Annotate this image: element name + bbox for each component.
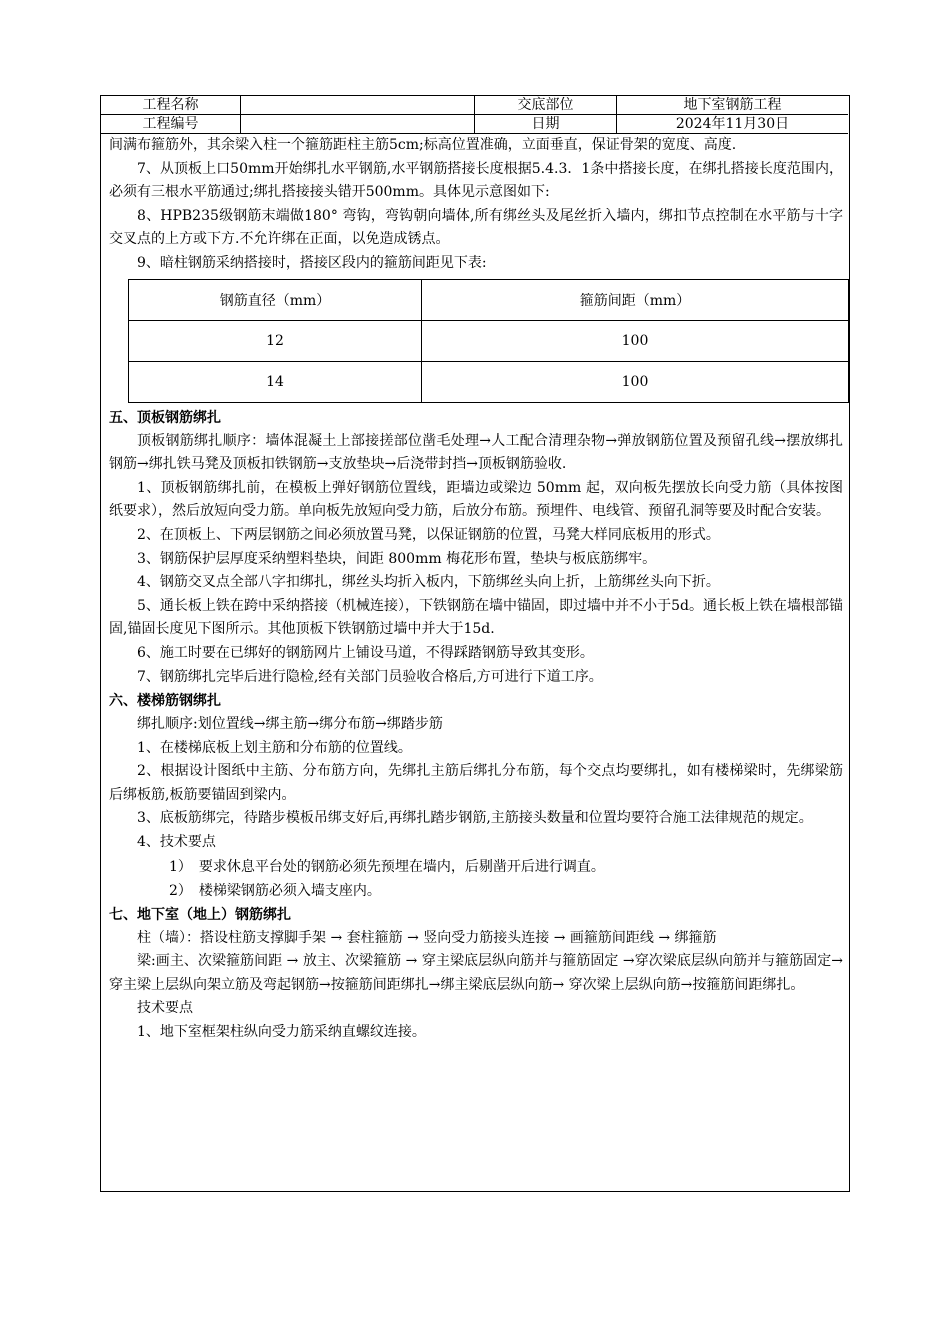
section-heading: 五、顶板钢筋绑扎	[109, 409, 221, 426]
table-header-cell: 钢筋直径（mm）	[129, 279, 422, 320]
table-cell: 100	[422, 320, 849, 361]
table-header-row	[129, 279, 849, 320]
section-heading: 七、地下室（地上）钢筋绑扎	[109, 906, 291, 923]
paragraph: 3、底板筋绑完，待踏步模板吊绑支好后,再绑扎踏步钢筋,主筋接头数量和位置均要符合施工法律规范的规定。	[137, 810, 813, 827]
paragraph: 5、通长板上铁在跨中采纳搭接（机械连接），下铁钢筋在墙中锚固，即过墙中并不小于5d。通长板上铁在墙根部锚固,锚固长度见下图所示。其他顶板下铁钢筋过墙中并大于15d.	[109, 597, 843, 638]
paragraph: 7、从顶板上口50mm开始绑扎水平钢筋,水平钢筋搭接长度根据5.4.3．1条中搭接长度，在绑扎搭接长度范围内，必须有三根水平筋通过;绑扎搭接接头错开500mm。具体见示意图如下:	[109, 160, 843, 201]
value-project-name	[241, 96, 475, 114]
label-date: 日期	[475, 115, 617, 133]
paragraph: 绑扎顺序:划位置线→绑主筋→绑分布筋→绑踏步筋	[137, 716, 443, 733]
header-row-1	[101, 96, 848, 115]
value-disclosure-part: 地下室钢筋工程	[683, 97, 782, 113]
paragraph: 1、在楼梯底板上划主筋和分布筋的位置线。	[137, 739, 412, 756]
table-header-cell: 箍筋间距（mm）	[422, 279, 849, 320]
paragraph: 顶板钢筋绑扎顺序：墙体混凝土上部接搓部位凿毛处理→人工配合清理杂物→弹放钢筋位置及预留孔线→摆放绑扎钢筋→绑扎铁马凳及顶板扣铁钢筋→支放垫块→后浇带封挡→顶板钢筋验收.	[109, 432, 843, 473]
paragraph: 4、钢筋交叉点全部八字扣绑扎，绑丝头均折入板内，下筋绑丝头向上折，上筋绑丝头向下折。	[137, 574, 720, 591]
sub-item: 1） 要求休息平台处的钢筋必须先预埋在墙内，后剔凿开后进行调直。	[169, 858, 605, 875]
disclosure-form	[100, 95, 850, 1192]
paragraph: 6、施工时要在已绑好的钢筋网片上铺设马道，不得踩踏钢筋导致其变形。	[137, 644, 594, 661]
paragraph: 2、在顶板上、下两层钢筋之间必须放置马凳，以保证钢筋的位置，马凳大样同底板用的形式。	[137, 526, 720, 543]
table-row	[129, 320, 849, 361]
label-project-number: 工程编号	[101, 115, 241, 133]
paragraph: 9、暗柱钢筋采纳搭接时，搭接区段内的箍筋间距见下表:	[137, 254, 487, 271]
body-content	[109, 134, 843, 1045]
sub-item: 2） 楼梯梁钢筋必须入墙支座内。	[169, 882, 381, 899]
paragraph: 1、地下室框架柱纵向受力筋采纳直螺纹连接。	[137, 1024, 426, 1041]
label-project-name: 工程名称	[101, 96, 241, 114]
paragraph: 柱（墙）：搭设柱筋支撑脚手架 → 套柱箍筋 → 竖向受力筋接头连接 → 画箍筋间距线 → 绑箍筋	[137, 929, 717, 946]
table-cell: 12	[129, 320, 422, 361]
label-disclosure-part: 交底部位	[475, 96, 617, 114]
table-row	[129, 361, 849, 402]
paragraph: 8、HPB235级钢筋末端做180° 弯钩，弯钩朝向墙体,所有绑丝头及尾丝折入墙内，绑扣节点控制在水平筋与十字交叉点的上方或下方.不允许绑在正面，以免造成锈点。	[109, 207, 843, 248]
stirrup-spacing-table	[128, 279, 849, 403]
table-cell: 14	[129, 361, 422, 402]
paragraph: 1、顶板钢筋绑扎前，在模板上弹好钢筋位置线，距墙边或梁边 50mm 起，双向板先摆放长向受力筋（具体按图纸要求），然后放短向受力筋。单向板先放短向受力筋，后放分布筋。预埋件、电线管、预留孔洞等要及时配合安装。	[109, 479, 843, 520]
paragraph: 技术要点	[137, 1000, 193, 1017]
paragraph: 3、钢筋保护层厚度采纳塑料垫块，间距 800mm 梅花形布置，垫块与板底筋绑牢。	[137, 550, 657, 567]
paragraph: 2、根据设计图纸中主筋、分布筋方向，先绑扎主筋后绑扎分布筋，每个交点均要绑扎，如有楼梯梁时，先绑梁筋后绑板筋,板筋要锚固到梁内。	[109, 763, 843, 803]
value-project-number	[241, 115, 475, 133]
table-cell: 100	[422, 361, 849, 402]
value-date: 2024年11月30日	[675, 116, 790, 132]
paragraph: 4、技术要点	[137, 834, 216, 851]
paragraph: 间满布箍筋外，其余梁入柱一个箍筋距柱主筋5cm;标高位置准确，立面垂直，保证骨架的宽度、高度.	[109, 137, 737, 153]
paragraph: 7、钢筋绑扎完毕后进行隐检,经有关部门员验收合格后,方可进行下道工序。	[137, 668, 603, 685]
header-row-2	[101, 115, 848, 134]
section-heading: 六、楼梯筋钢绑扎	[109, 693, 221, 710]
paragraph: 梁:画主、次梁箍筋间距 → 放主、次梁箍筋 → 穿主梁底层纵向筋并与箍筋固定 →穿次梁底层纵向筋并与箍筋固定→穿主梁上层纵向架立筋及弯起钢筋→按箍筋间距绑扎→绑主梁底层纵向筋→ 穿次梁上层纵向筋→按箍筋间距绑扎。	[109, 953, 843, 993]
